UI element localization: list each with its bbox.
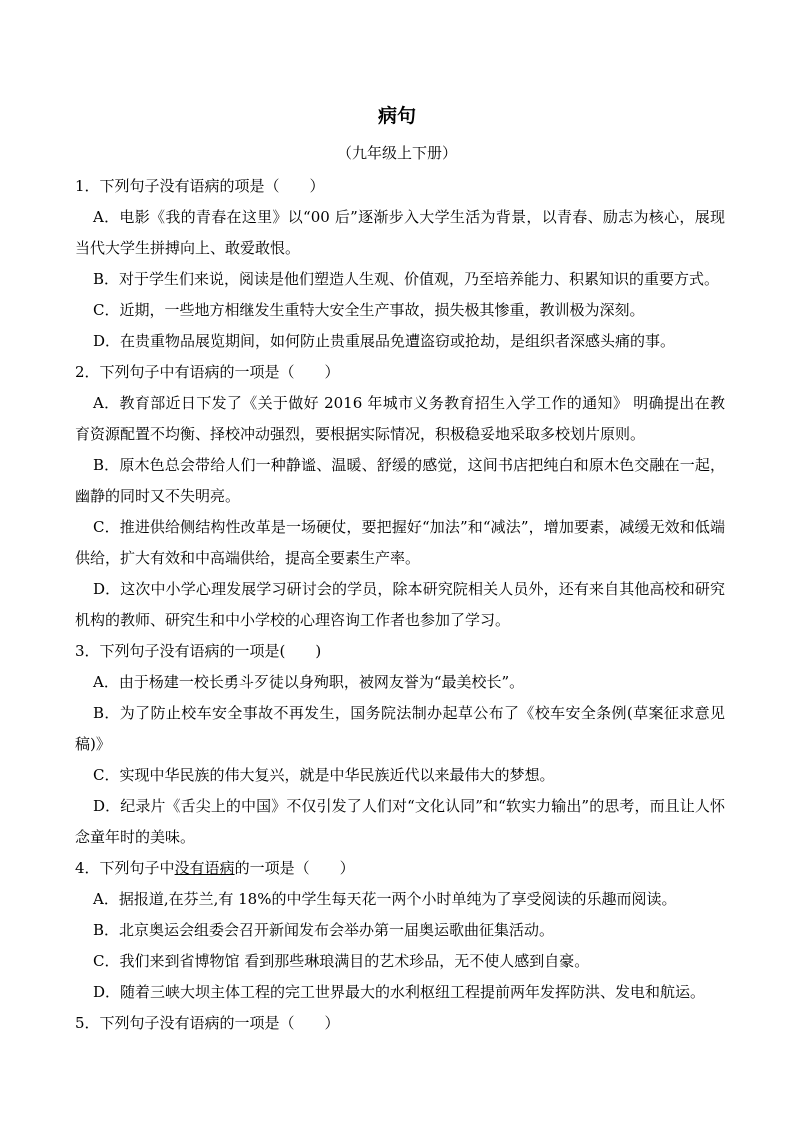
page-subtitle: （九年级上下册）	[336, 144, 457, 162]
option-c: C．推进供给侧结构性改革是一场硬仗，要把握好“加法”和“减法”，增加要素，减缓无效和低端供给，扩大有效和中高端供给，提高全要素生产率。	[75, 518, 725, 567]
question-4	[75, 853, 725, 1008]
stem-suffix: 的一项是（ ）	[234, 859, 355, 877]
option-a: A．电影《我的青春在这里》以“00 后”逐渐步入大学生活为背景，以青春、励志为核心，展现当代大学生拼搏向上、敢爱敢恨。	[75, 208, 725, 257]
option-c: C．近期，一些地方相继发生重特大安全生产事故，损失极其惨重，教训极为深刻。	[93, 301, 645, 319]
option-d: D．随着三峡大坝主体工程的完工世界最大的水利枢纽工程提前两年发挥防洪、发电和航运。	[93, 983, 706, 1001]
question-2	[75, 357, 725, 636]
question-stem: 5．下列句子没有语病的一项是（ ）	[75, 1014, 340, 1032]
question-stem: 3．下列句子没有语病的一项是( )	[75, 642, 322, 660]
question-stem: 1．下列句子没有语病的项是（ ）	[75, 177, 325, 195]
option-a: A．教育部近日下发了《关于做好 2016 年城市义务教育招生入学工作的通知》 明确提出在教育资源配置不均衡、择校冲动强烈，要根据实际情况，积极稳妥地采取多校划片原则。	[75, 394, 725, 443]
option-c: C．实现中华民族的伟大复兴，就是中华民族近代以来最伟大的梦想。	[93, 766, 555, 784]
question-5	[75, 1008, 725, 1039]
stem-prefix: 4．下列句子中	[75, 859, 175, 877]
option-a: A．由于杨建一校长勇斗歹徒以身殉职，被网友誉为“最美校长”。	[93, 673, 525, 691]
question-1	[75, 171, 725, 357]
question-stem	[75, 853, 725, 884]
question-3	[75, 636, 725, 853]
option-b: B．原木色总会带给人们一种静谧、温暖、舒缓的感觉，这间书店把纯白和原木色交融在一起，幽静的同时又不失明亮。	[75, 456, 725, 505]
question-list	[75, 171, 725, 1039]
option-d: D．纪录片《舌尖上的中国》不仅引发了人们对“文化认同”和“软实力输出”的思考，而且让人怀念童年时的美味。	[75, 797, 725, 846]
option-a: A．据报道,在芬兰,有 18%的中学生每天花一两个小时单纯为了享受阅读的乐趣而阅读。	[93, 890, 677, 908]
option-d: D．这次中小学心理发展学习研讨会的学员，除本研究院相关人员外，还有来自其他高校和研究机构的教师、研究生和中小学校的心理咨询工作者也参加了学习。	[75, 580, 725, 629]
option-b: B．北京奥运会组委会召开新闻发布会举办第一届奥运歌曲征集活动。	[93, 921, 555, 939]
option-b: B．为了防止校车安全事故不再发生，国务院法制办起草公布了《校车安全条例(草案征求意见稿)》	[75, 704, 725, 753]
option-b: B．对于学生们来说，阅读是他们塑造人生观、价值观，乃至培养能力、积累知识的重要方式。	[93, 270, 720, 288]
page-title: 病句	[377, 105, 416, 127]
stem-underlined-phrase: 没有语病	[174, 859, 235, 877]
option-c: C．我们来到省博物馆 看到那些琳琅满目的艺术珍品，无不使人感到自豪。	[93, 952, 590, 970]
question-stem: 2．下列句子中有语病的一项是（ ）	[75, 363, 340, 381]
option-d: D．在贵重物品展览期间，如何防止贵重展品免遭盗窃或抢劫，是组织者深感头痛的事。	[93, 332, 676, 350]
